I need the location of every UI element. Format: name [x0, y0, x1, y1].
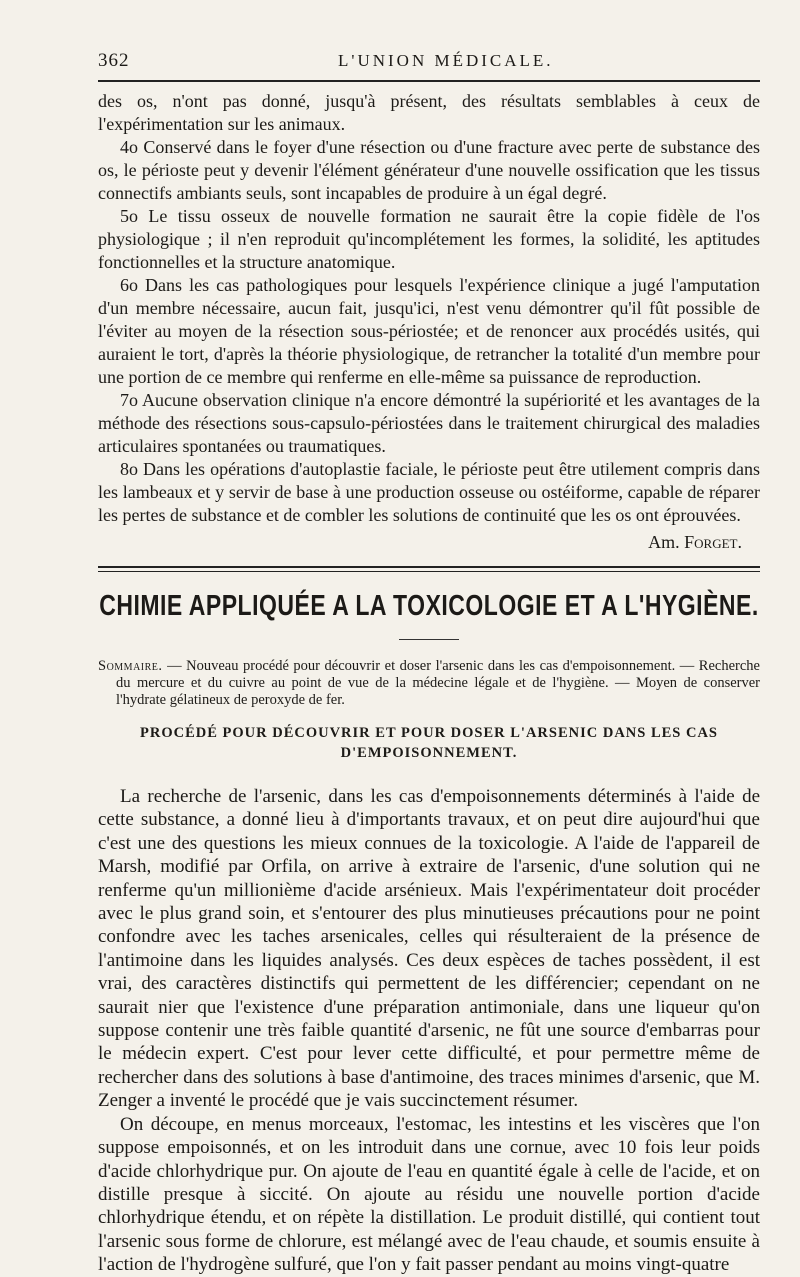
paragraph: La recherche de l'arsenic, dans les cas d'empoisonnements déterminés à l'aide de cette substance, a donné lieu à d'importants travaux, et on peut dire aujourd'hui que c'est une des questions les mieux connues de la toxicologie. A l'aide de l'appareil de Marsh, modifié par Orfila, on arrive à extraire de l'arsenic, d'une solution qui ne renferme qu'un millionième d'acide arsénieux. Mais l'expérimentateur doit procéder avec le plus grand soin, et s'entourer des plus minutieuses précautions pour ne point confondre avec les taches arsenicales, celles qui résulteraient de la présence de l'antimoine dans les liquides analysés. Ces deux espèces de taches possèdent, il est vrai, des caractères distinctifs qui permettent de les différencier; cependant on ne saurait nier que l'existence d'une préparation antimoniale, dans une liqueur qu'on suppose contenir une très faible quantité d'arsenic, ne fût une source d'embarras pour le médecin expert. C'est pour lever cette difficulté, et pour permettre même de rechercher dans des solutions à base d'antimoine, des traces minimes d'arsenic, que M. Zenger a inventé le procédé que je vais succinctement résumer.: [98, 786, 760, 1112]
journal-title: L'UNION MÉDICALE.: [338, 51, 554, 70]
author-initials: Am.: [648, 532, 680, 552]
author-name: Forget.: [684, 532, 742, 552]
summary-text: — Nouveau procédé pour découvrir et doser l'arsenic dans les cas d'empoisonnement. — Recherche du mercure et du cuivre au point de vue de la médecine légale et de l'hygiène. — Moyen de conserver l'hydrate gélatineux de peroxyde de fer.: [116, 658, 760, 708]
paragraph: 5o Le tissu osseux de nouvelle formation ne saurait être la copie fidèle de l'os physiologique ; il n'en reproduit qu'incomplétement les formes, la solidité, les aptitudes fonctionnelles et la structure anatomique.: [98, 206, 760, 272]
paragraph: 6o Dans les cas pathologiques pour lesquels l'expérience clinique a jugé l'amputation d'un membre nécessaire, aucun fait, jusqu'ici, n'est venu démontrer qu'il fût possible de l'éviter au moyen de la résection sous-périostée; et de renoncer aux procédés usités, qui auraient le tort, d'après la théorie physiologique, de retrancher la totalité d'un membre pour une portion de ce membre qui renferme en elle-même sa puissance de reproduction.: [98, 275, 760, 387]
summary-label: Sommaire.: [98, 658, 163, 674]
title-underline: [399, 639, 459, 640]
subheading: PROCÉDÉ POUR DÉCOUVRIR ET POUR DOSER L'ARSENIC DANS LES CAS D'EMPOISONNEMENT.: [140, 725, 718, 761]
section-divider: [98, 566, 760, 572]
article-body: [98, 785, 760, 1277]
paragraph: On découpe, en menus morceaux, l'estomac, les intestins et les viscères que l'on suppose empoisonnés, et on les introduit dans une cornue, avec 10 fois leur poids d'acide chlorhydrique pur. On ajoute de l'eau en quantité égale à celle de l'acide, et on distille presque à siccité. On ajoute au résidu une nouvelle portion d'acide chlorhydrique étendu, et on répète la distillation. Le produit distillé, qui contient tout l'arsenic sous forme de chlorure, est mélangé avec de l'eau chaude, et soumis ensuite à l'action de l'hydrogène sulfuré, que l'on y fait passer pendant au moins vingt-quatre: [98, 1113, 760, 1276]
summary: [98, 658, 760, 709]
page-number: 362: [98, 50, 130, 71]
paragraph: des os, n'ont pas donné, jusqu'à présent, des résultats semblables à ceux de l'expérimentation sur les animaux.: [98, 91, 760, 134]
header-rule: [98, 80, 760, 82]
paragraph: 7o Aucune observation clinique n'a encore démontré la supériorité et les avantages de la méthode des résections sous-capsulo-périostées dans le traitement chirurgical des maladies articulaires spontanées ou traumatiques.: [98, 390, 760, 456]
author-signature: [98, 531, 760, 554]
conclusions-block: [98, 90, 760, 527]
section-title: CHIMIE APPLIQUÉE A LA TOXICOLOGIE ET A L'HYGIÈNE.: [99, 588, 759, 622]
running-head: [98, 50, 760, 72]
paragraph: 4o Conservé dans le foyer d'une résection ou d'une fracture avec perte de substance des os, le périoste peut y devenir l'élément générateur d'une nouvelle ossification que les tissus connectifs ambiants seuls, sont incapables de produire à un égal degré.: [98, 137, 760, 203]
paragraph: 8o Dans les opérations d'autoplastie faciale, le périoste peut être utilement compris dans les lambeaux et y servir de base à une production osseuse ou ostéiforme, capable de réparer les pertes de substance et de combler les solutions de continuité que les os ont éprouvées.: [98, 459, 760, 525]
